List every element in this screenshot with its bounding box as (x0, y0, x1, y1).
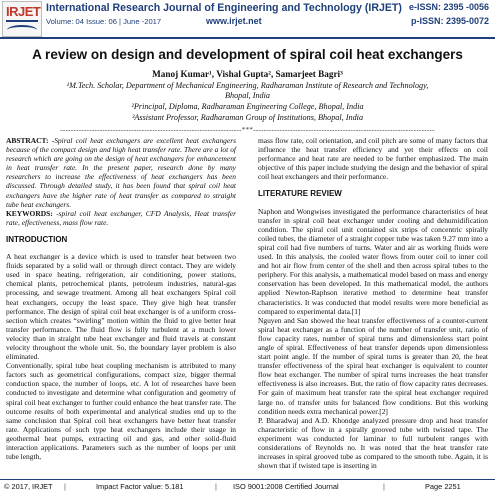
footer-impact-factor: Impact Factor value: 5.181 (96, 482, 184, 491)
footer-iso-certification: ISO 9001:2008 Certified Journal (233, 482, 339, 491)
keywords-text: -spiral coil heat exchanger, CFD Analysis, Heat transfer rate, effectiveness, mass flow rate. (6, 208, 237, 227)
paper-title: A review on design and development of spiral coil heat exchangers (32, 47, 463, 62)
affiliation-1-cont: Bhopal, India (224, 91, 271, 100)
journal-issn-online: e-ISSN: 2395 -0056 (408, 2, 489, 12)
literature-review-heading: LITERATURE REVIEW (258, 189, 342, 199)
section-separator: ---------------------------------------------------------------------***--------------------------------------------------------------------- (60, 126, 435, 134)
footer-copyright: © 2017, IRJET (4, 482, 53, 491)
introduction-paragraph-1: A heat exchanger is a device which is used to transfer heat between two fluids separated by a solid wall or through direct contact. They are widely used in space heating, refrigeration, air conditioning, power stations, chemical plants, petrochemical plants, petroleum industries, natural-gas processing, and sewage treatment. Among all heat exchangers Spiral coil heat exchangers, occupy the least space. They give high heat transfer performance. The design of spiral coil heat exchanger is of a uniform cross- section which creates “swirling” motion within the fluid to give better heat transfer performance. The fluid flow is fully turbulent at a much lower velocity than in straight tube heat exchanger and fluid travels at constant velocity throughout the whole unit. So, the boundary layer problem is also eliminated. (6, 252, 236, 362)
literature-paragraph-2: Nguyen and San showed the heat transfer effectiveness of a counter-current spiral heat exchanger as a function of the number of transfer unit, ratio of flow capacity rates, number of spiral turns and dimensionless start point angle of spiral. Effectiveness of heat transfer depends upon dimensionless start point angle. If the number of spiral turns is greater than 20, the heat transfer effectiveness of the spiral heat exchanger is equivalent to counter flow heat exchanger. The number of spiral turns increases the heat transfer effectiveness is also increases. But, the ratio of flow capacity rates decreases. For gain of maximum heat transfer rate the spiral heat exchanger required large no. of transfer units for balanced flow conditions. But this working condition needs extra mechanical power.[2] (258, 315, 488, 416)
intro-continuation-paragraph: mass flow rate, coil orientation, and coil pitch are some of many factors that influence the heat transfer efficiency and yet their effects on coil performance and heat rate are needed to be further emphasized. The main objective of this paper include studying the design and the behavior of spiral coil heat exchangers and their performance. (258, 136, 488, 182)
journal-volume-line: Volume: 04 Issue: 06 | June -2017 (46, 17, 162, 26)
header-divider (0, 37, 495, 39)
journal-logo-icon: IRJET (2, 1, 42, 37)
affiliation-3: ³Assistant Professor, Radharaman Group of Institutions, Bhopal, India (131, 113, 364, 122)
footer-separator: | (64, 482, 66, 491)
footer-divider (0, 479, 495, 480)
paper-authors: Manoj Kumar¹, Vishal Gupta², Samarjeet Bagri³ (152, 69, 343, 79)
abstract-paragraph (6, 136, 236, 209)
journal-url-link[interactable]: www.irjet.net (206, 16, 262, 26)
left-column (6, 136, 236, 461)
right-column (258, 136, 488, 470)
journal-title: International Research Journal of Engineering and Technology (IRJET) (46, 2, 402, 14)
affiliation-1: ¹M.Tech. Scholar, Department of Mechanical Engineering, Radharaman Institute of Research and Technology, (66, 81, 429, 90)
introduction-paragraph-2: Conventionally, spiral tube heat coupling mechanism is attributed to many factors such as geometrical configurations, compact size, bigger thermal conduction space, the number of loops, etc. A lot of researches have been conducted to investigate and determine what configuration and geometry of spiral coil heat exchanger to further could enhance the heat transfer rate. The outcome results of both experimental and analytical studies end up to the same conclusion that Spiral coil heat exchangers have better heat transfer rate. Applications of such type heat exchangers include their usage in geothermal heat pumps, extracting oil and gas, and other solid-fluid interaction applications. Parameters such as the number of loops per unit tube length, (6, 361, 236, 462)
abstract-label: ABSTRACT: (6, 136, 49, 145)
affiliation-2: ²Principal, Diploma, Radharaman Engineering College, Bhopal, India (131, 102, 364, 111)
footer-page-number: Page 2251 (425, 482, 461, 491)
journal-header-text (46, 2, 493, 34)
footer-separator: | (383, 482, 385, 491)
journal-issn-print: p-ISSN: 2395-0072 (410, 16, 489, 26)
keywords-label: KEYWORDS: (6, 208, 53, 218)
footer-separator: | (215, 482, 217, 491)
literature-paragraph-3: P. Bharadwaj and A.D. Khondge analyzed pressure drop and heat transfer characteristic of flow in a spirally grooved tube with twisted tape. The experiment was conducted for laminar to full turbulent ranges with considerations of Reynolds no. It was noted that the heat transfer rate increases in spiral grooved tube as compared to the smooth tube. Again, it is shown that if twisted tape is inserting in (258, 415, 488, 471)
literature-paragraph-1: Naphon and Wongwises investigated the performance characteristics of heat transfer in spiral coil heat exchanger under cooling and dehumidification condition. The spiral coil unit contained six strips of concentric spirally coiled tubes, the diameter of a straight copper tube was taken 9.27 mm into a spiral coil had five numbers of turns. Water and air as working fluids were used. In this analysis, the cooled water flows from outer coil to inner coil and hot air flow from center of the shell and then across spiral tubes to the periphery. For this analysis, a mathematical model based on mass and energy conservation has been developed. In this mathematical model, the authors applied Newton-Raphson iterative method to determine heat transfer characteristics. It was conducted that model results were more beneficial as compared to experimental data.[1] (258, 206, 488, 316)
introduction-heading: INTRODUCTION (6, 234, 68, 244)
abstract-text: -Spiral coil heat exchangers are excellent heat exchangers because of the compact design and high heat transfer rate. There are a lot of research which are going on the design of heat exchangers for enhancement in heat transfer rate. In the present paper, research done by many researchers to increase the effectiveness of heat exchangers has been discussed. Through detailed study, it has been found that spiral coil heat exchangers have the higher rate of heat transfer as compared to straight tube heat exchangers. (6, 136, 236, 209)
journal-header (0, 0, 495, 38)
keywords-paragraph (6, 209, 236, 227)
page-footer (0, 482, 495, 494)
